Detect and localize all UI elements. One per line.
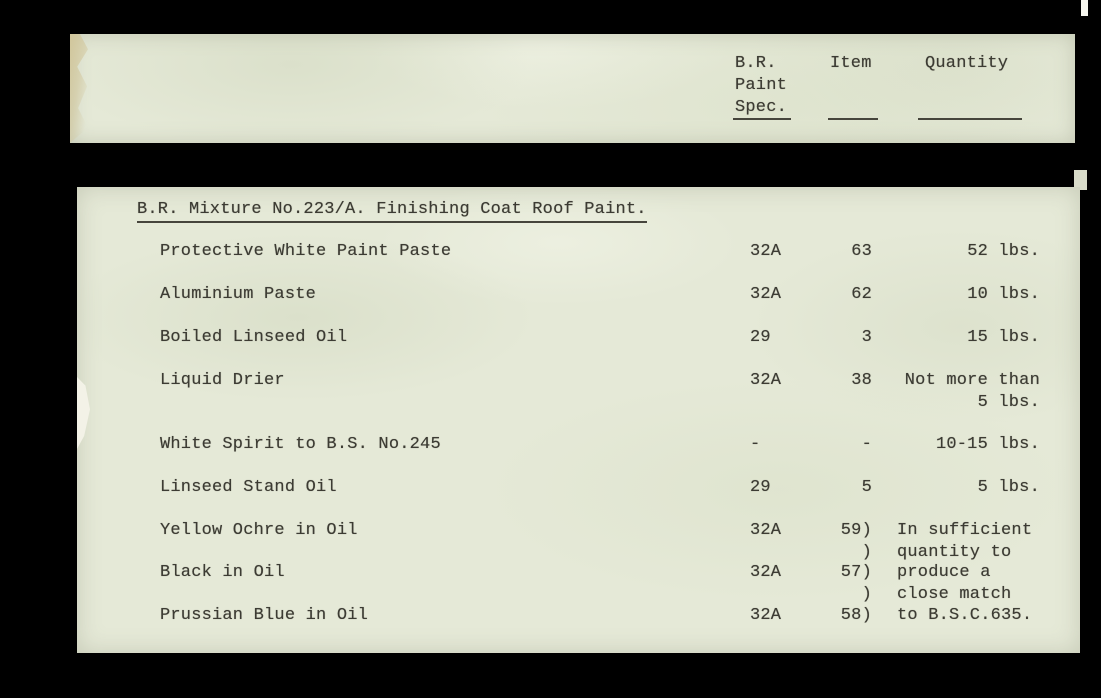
column-underline-spec [733,118,791,120]
item-value: 59) [840,521,872,540]
spec-value: 32A [750,285,782,304]
spec-value: 32A [750,371,782,390]
ingredient-name: Linseed Stand Oil [160,478,337,497]
item-value: 57) [840,563,872,582]
item-value: 63 [851,242,872,261]
paper-corner-tab [1081,0,1088,16]
quantity-value: 5 lbs. [977,393,1040,412]
quantity-note: In sufficient [897,521,1033,540]
table-row [77,521,1080,541]
item-value: 62 [851,285,872,304]
item-value: 3 [861,328,872,347]
column-header-quantity [925,53,1008,75]
column-header-item [830,53,872,75]
ingredient-name: Aluminium Paste [160,285,317,304]
table-row-continuation [77,585,1080,605]
spec-value: 32A [750,242,782,261]
quantity-value: 10 lbs. [967,285,1040,304]
table-row [77,435,1080,455]
quantity-value: 5 lbs. [977,478,1040,497]
bracket-glyph: ) [861,543,872,562]
ingredient-name: White Spirit to B.S. No.245 [160,435,441,454]
bracket-glyph: ) [861,585,872,604]
torn-edge [70,34,88,143]
spec-value: 29 [750,478,771,497]
table-row-continuation [77,543,1080,563]
table-row [77,328,1080,348]
ingredient-name: Yellow Ochre in Oil [160,521,358,540]
table-row [77,285,1080,305]
table-row [77,478,1080,498]
column-header-spec-line: Spec. [735,98,788,117]
ingredient-name: Protective White Paint Paste [160,242,452,261]
column-header-spec-line: B.R. [735,54,777,73]
quantity-note: quantity to [897,543,1012,562]
header-paper-strip [70,34,1075,143]
item-value: 38 [851,371,872,390]
table-row [77,242,1080,262]
ingredient-name: Liquid Drier [160,371,285,390]
table-row-continuation [77,393,1080,413]
item-value: 5 [861,478,872,497]
spec-value: 32A [750,521,782,540]
item-value: - [861,435,872,454]
quantity-value: 15 lbs. [967,328,1040,347]
spec-value: - [750,435,761,454]
spec-value: 29 [750,328,771,347]
ingredient-name: Prussian Blue in Oil [160,606,369,625]
column-header-quantity-line: Quantity [925,54,1009,73]
quantity-value: 10-15 lbs. [935,435,1040,454]
quantity-note: to B.S.C.635. [897,606,1033,625]
item-value: 58) [840,606,872,625]
table-row [77,606,1080,626]
quantity-value: 52 lbs. [967,242,1040,261]
column-header-spec [735,53,787,119]
document-title: B.R. Mixture No.223/A. Finishing Coat Roof Paint. [137,200,647,223]
ingredient-name: Boiled Linseed Oil [160,328,348,347]
column-underline-quantity [918,118,1022,120]
column-header-spec-line: Paint [735,76,788,95]
column-header-item-line: Item [830,54,872,73]
table-row [77,563,1080,583]
document-paper-page [77,187,1080,653]
table-row [77,371,1080,391]
quantity-value: Not more than [904,371,1040,390]
quantity-note: produce a [897,563,991,582]
spec-value: 32A [750,563,782,582]
spec-value: 32A [750,606,782,625]
quantity-note: close match [897,585,1012,604]
column-underline-item [828,118,878,120]
ingredient-name: Black in Oil [160,563,285,582]
